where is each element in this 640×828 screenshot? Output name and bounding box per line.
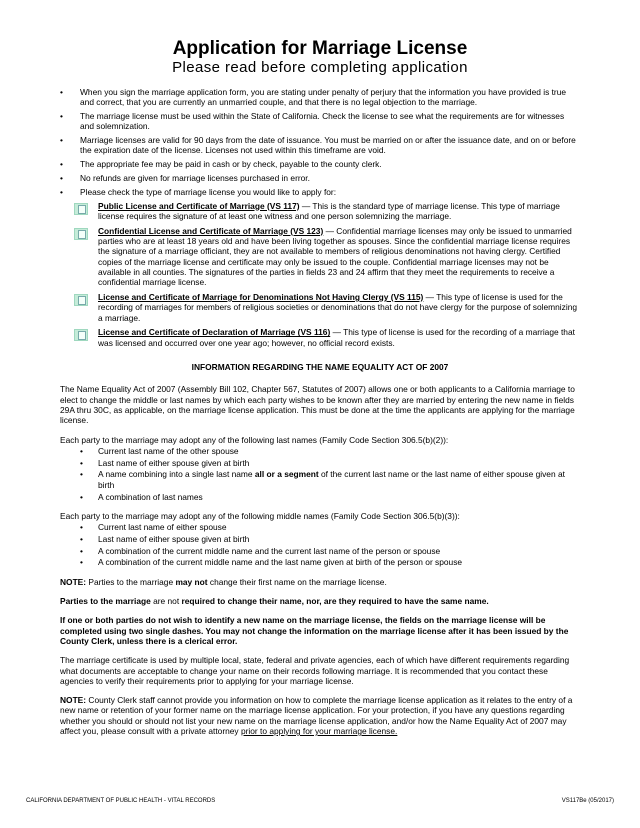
note-text: are not: [150, 596, 182, 607]
instruction-item: • When you sign the marriage application form, you are stating under penalty of perjury that the information you have provided is true and correct, that you are currently an unmarried couple, and that there is no legal objection to the marriage.: [60, 87, 580, 108]
list-item: • Last name of either spouse given at birth: [60, 458, 580, 468]
middle-names-intro: Each party to the marriage may adopt any of the following middle names (Family Code Section 306.5(b)(3)):: [60, 510, 460, 521]
note-label: NOTE:: [60, 576, 87, 587]
no-clergy-license-checkbox[interactable]: [74, 294, 88, 306]
combo-text: of the current last name or the last name of either spouse given at birth: [98, 469, 565, 490]
option-name: Public License and Certificate of Marriage (VS 117): [98, 200, 300, 211]
page-subtitle: Please read before completing application: [172, 59, 468, 76]
note-underlined: prior to applying for your marriage license.: [240, 726, 398, 737]
instruction-item: • No refunds are given for marriage licenses purchased in error.: [60, 173, 580, 183]
instruction-item: • Marriage licenses are valid for 90 days from the date of issuance. You must be married on or after the issuance date, and on or before the expiration date of the license. Licenses not used within this timeframe are void.: [60, 135, 580, 156]
note-clerk: [60, 695, 580, 736]
instruction-item: • The marriage license must be used within the State of California. Check the license to see what the requirements are for witnesses and solemnization.: [60, 111, 580, 132]
note-text: County Clerk staff cannot provide you information on how to complete the marriage license application as it relates to the entry of a new name or retention of your former name on the marriage license application. For your protection, if you have any questions regarding whether you should or should not list your new name on the marriage license application, and/or how the Name Equality Act of 2007 may affect you, please consult with a private attorney: [60, 695, 573, 737]
last-names-list: [60, 446, 580, 502]
list-item: [60, 469, 580, 490]
option-description: — This type of license is used for the recording of marriages for members of religious societies or denominations that do not have clergy for the purpose of solemnizing a marriage.: [98, 292, 578, 323]
middle-names-list: [60, 522, 580, 568]
confidential-license-checkbox[interactable]: [74, 228, 88, 240]
option-name: License and Certificate of Declaration of Marriage (VS 116): [98, 327, 331, 338]
equality-intro: The Name Equality Act of 2007 (Assembly Bill 102, Chapter 567, Statutes of 2007) allows one or both applicants to a California marriage to elect to change the middle or last names by which each party wishes to be known after they are married by entering the new name in fields 29A thru 30C, as applicable, on the marriage license application. This must be done at the time the applicants are applying for the marriage license.: [60, 384, 575, 426]
footer-form-number: VS117Be (05/2017): [561, 798, 614, 804]
license-option-declaration: [60, 327, 580, 348]
instructions-list: [60, 87, 580, 197]
option-name: License and Certificate of Marriage for Denominations Not Having Clergy (VS 115): [98, 292, 424, 303]
list-item: • A combination of last names: [60, 492, 580, 502]
list-item: • Current last name of either spouse: [60, 522, 580, 532]
section-heading: INFORMATION REGARDING THE NAME EQUALITY ACT OF 2007: [191, 362, 449, 373]
note-text: change their first name on the marriage license.: [207, 576, 387, 587]
note-bold: Parties to the marriage: [60, 596, 151, 607]
list-item: • Last name of either spouse given at birth: [60, 534, 580, 544]
option-name: Confidential License and Certificate of Marriage (VS 123): [98, 225, 324, 236]
combo-text: A name combining into a single last name: [98, 469, 255, 480]
note-not-required: [60, 596, 580, 606]
instruction-item: • The appropriate fee may be paid in cash or by check, payable to the county clerk.: [60, 159, 580, 169]
option-description: — Confidential marriage licenses may only be issued to unmarried parties who are at least 18 years old and have been living together as spouses. Since the confidential marriage license requires the signature of a marriage officiant, they are not available to members of religious denominations not having clergy. Certified copies of the marriage license and certificate may only be issued to the couple. Confidential marriage licenses may not be available in all counties. The signatures of the parties in fields 23 and 24 affirm that they meet the requirements to receive a confidential marriage license.: [98, 225, 572, 288]
list-item: • A combination of the current middle name and the last name given at birth of the person or spouse: [60, 557, 580, 567]
list-item: • Current last name of the other spouse: [60, 446, 580, 456]
license-option-no-clergy: [60, 292, 580, 323]
note-text: Parties to the marriage: [86, 576, 176, 587]
license-option-confidential: [60, 226, 580, 288]
footer-agency: CALIFORNIA DEPARTMENT OF PUBLIC HEALTH - VITAL RECORDS: [26, 798, 216, 804]
note-label: NOTE:: [60, 695, 87, 706]
note-certificate: The marriage certificate is used by multiple local, state, federal and private agencies, each of which have different requirements regarding what documents are acceptable to change your name on their records following marriage. It is recommended that you contact these agencies to verify their requirements prior to applying for your marriage license.: [60, 655, 570, 686]
document-body: [60, 87, 580, 745]
declaration-license-checkbox[interactable]: [74, 329, 88, 341]
note-first-name: [60, 577, 580, 587]
note-dashes: If one or both parties do not wish to identify a new name on the marriage license, the fields on the marriage license will be completed using two single dashes. You may not change the information on the marriage license after it has been issued by the County Clerk, unless there is a clerical error.: [60, 615, 569, 646]
page-title: Application for Marriage License: [172, 38, 468, 59]
option-description: — This type of license is used for the recording of a marriage that was licensed and occurred over one year ago; however, no official record exists.: [98, 327, 575, 348]
option-description: — This is the standard type of marriage license. This type of marriage license requires the signature of at least one witness and one person solemnizing the marriage.: [98, 200, 560, 221]
list-item: • A combination of the current middle name and the current last name of the person or spouse: [60, 546, 580, 556]
last-names-intro: Each party to the marriage may adopt any of the following last names (Family Code Section 306.5(b)(2)):: [60, 434, 449, 445]
note-bold: required to change their name, nor, are they required to have the same name.: [181, 596, 489, 607]
public-license-checkbox[interactable]: [74, 203, 88, 215]
instruction-item: • Please check the type of marriage license you would like to apply for:: [60, 187, 580, 197]
license-option-public: [60, 201, 580, 222]
combo-bold: all or a segment: [254, 469, 319, 480]
note-bold: may not: [175, 576, 208, 587]
